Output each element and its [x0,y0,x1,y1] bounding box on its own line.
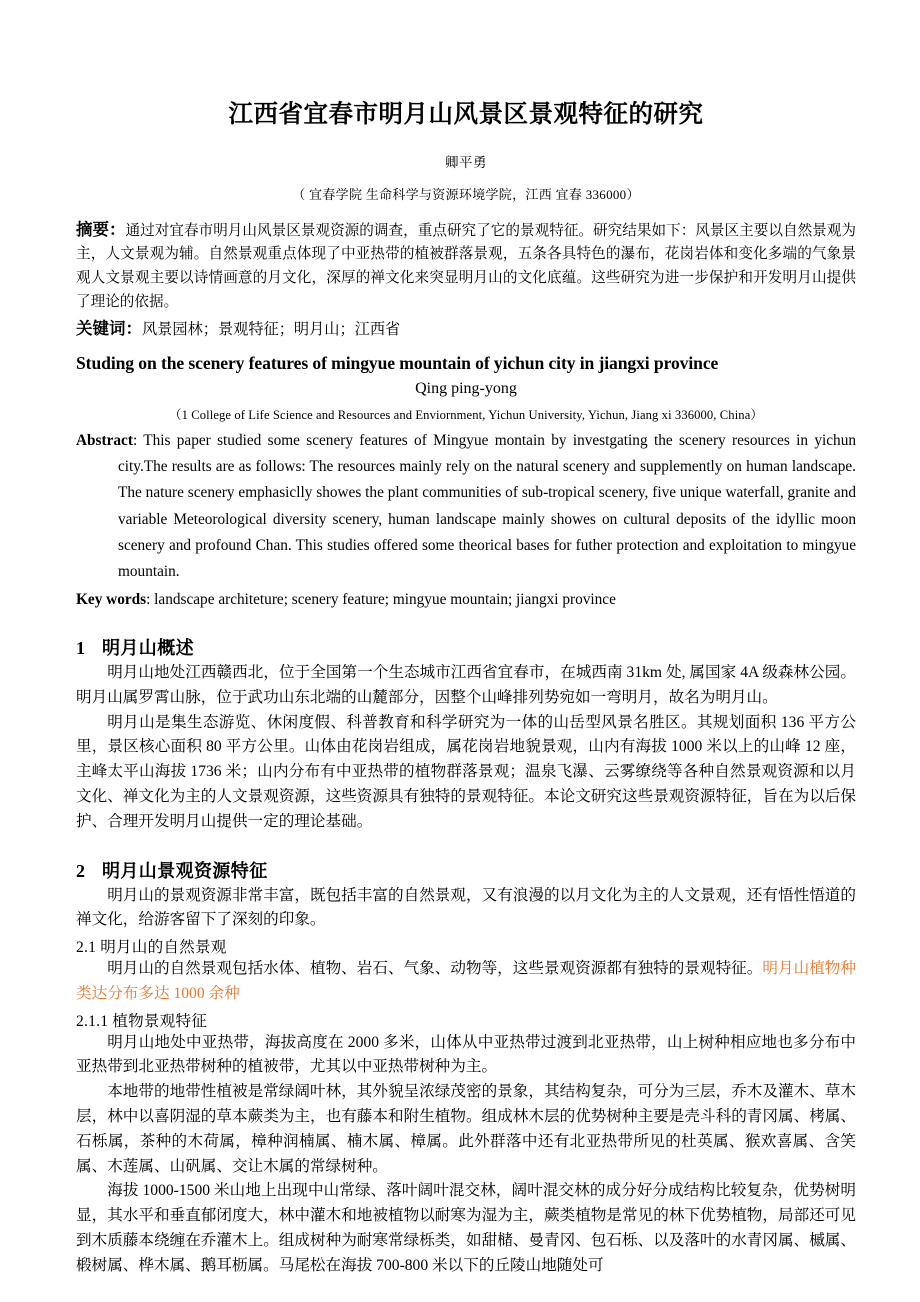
abstract-english [76,428,856,586]
subsection-number-2-1: 2.1 [76,939,97,957]
keywords-chinese [76,317,856,342]
paragraph: 本地带的地带性植被是常绿阔叶林，其外貌呈浓绿茂密的景象，其结构复杂，可分为三层，乔木及灌木、草木层，林中以喜阴湿的草本蕨类为主，也有藤本和附生植物。组成林木层的优势树种主要是壳斗科的青冈属、栲属、石栎属，茶种的木荷属，樟种润楠属、楠木属、樟属。此外群落中还有北亚热带所见的杜英属、猴欢喜属、含笑属、木莲属、山矾属、交让木属的常绿树种。 [76,1083,856,1175]
keywords-english-text: : landscape architeture; scenery feature; mingyue mountain; jiangxi province [146,590,616,608]
paragraph: 明月山是集生态游览、休闲度假、科普教育和科学研究为一体的山岳型风景名胜区。其规划面积 136 平方公里，景区核心面积 80 平方公里。山体由花岗岩组成，属花岗岩地貌景观，山内有海拔 1000 米以上的山峰 12 座，主峰太平山海拔 1736 米；山内分布有中亚热带的植物群落景观；温泉飞瀑、云雾缭绕等各种自然景观资源和以月文化、禅文化为主的人文景观资源，这些资源具有独特的景观特征。本论文研究这些景观资源特征，旨在为以后保护、合理开发明月山提供一定的理论基础。 [76,713,856,830]
subsection-title-2-1: 明月山的自然景观 [100,939,227,957]
subsection-heading-2-1-1 [76,1009,856,1031]
abstract-english-text: : This paper studied some scenery features of Mingyue montain by investgating the scenery resources in yichun city.The results are as follows: The resources mainly rely on the natural scenery and supplemently on human landscape. The nature scenery emphasiclly showes the plant communities of sub-tropical scenery, five unique waterfall, granite and variable Meteorological diversity scenery, human landscape mainly showes on cultural deposits of the idyllic moon scenery and profound Chan. This studies offered some theorical bases for futher protection and exploitation to mingyue mountain. [118,431,856,581]
page-title-english: Studing on the scenery features of mingyue mountain of yichun city in jiangxi province [76,353,719,374]
section-number-1: 1 [76,638,86,659]
section-heading-1 [76,634,856,660]
author-name-chinese: 卿平勇 [445,154,487,170]
abstract-english-label: Abstract [76,431,133,449]
paragraph: 明月山的景观资源非常丰富，既包括丰富的自然景观，又有浪漫的以月文化为主的人文景观，还有悟性悟道的禅文化，给游客留下了深刻的印象。 [76,886,856,929]
keywords-english [76,588,856,612]
paragraph-plain-text: 明月山的自然景观包括水体、植物、岩石、气象、动物等，这些景观资源都有独特的景观特征。 [107,960,763,978]
subsection-title-2-1-1: 植物景观特征 [112,1012,208,1030]
keywords-chinese-label: 关键词： [76,319,142,339]
paragraph: 明月山地处中亚热带，海拔高度在 2000 多米，山体从中亚热带过渡到北亚热带，山上树种相应地也多分布中亚热带到北亚热带树种的植被带，尤其以中亚热带树种为主。 [76,1033,856,1076]
subsection-number-2-1-1: 2.1.1 [76,1012,109,1030]
keywords-english-label: Key words [76,590,147,608]
author-name-english: Qing ping-yong [415,379,517,397]
keywords-chinese-text: 风景园林；景观特征；明月山；江西省 [142,321,401,339]
highlighted-text: 明月山植物种类达分布多达 1000 余种 [76,960,856,1002]
abstract-chinese-text: 通过对宜春市明月山风景区景观资源的调查，重点研究了它的景观特征。研究结果如下：风景区主要以自然景观为主，人文景观为辅。自然景观重点体现了中亚热带的植被群落景观，五条各具特色的瀑布，花岗岩体和变化多端的气象景观人文景观主要以诗情画意的月文化，深厚的禅文化来突显明月山的文化底蕴。这些研究为进一步保护和开发明月山提供了理论的依据。 [76,222,856,310]
section-title-2: 明月山景观资源特征 [102,860,268,881]
paragraph-with-highlight [76,957,856,1007]
abstract-chinese [76,217,856,315]
section-number-2: 2 [76,860,86,881]
abstract-chinese-label: 摘要： [76,219,126,239]
paragraph: 明月山地处江西赣西北，位于全国第一个生态城市江西省宜春市，在城西南 31km 处, 属国家 4A 级森林公园。明月山属罗霄山脉，位于武功山东北端的山麓部分，因整个山峰排列势宛如一弯明月，故名为明月山。 [76,664,856,706]
affiliation-english: （1 College of Life Science and Resources and Enviornment, Yichun University, Yichun, Jiang xi 336000, China） [168,407,764,422]
affiliation-chinese: （ 宜春学院 生命科学与资源环境学院，江西 宜春 336000） [292,186,640,202]
section-title-1: 明月山概述 [102,638,194,659]
page-title: 江西省宜春市明月山风景区景观特征的研究 [228,101,704,128]
subsection-heading-2-1 [76,935,856,957]
paragraph: 海拔 1000-1500 米山地上出现中山常绿、落叶阔叶混交林，阔叶混交林的成分好分成结构比较复杂，优势树明显，其水平和垂直郁闭度大，林中灌木和地被植物以耐寒为湿为主，蕨类植物是常见的林下优势植物，局部还可见到木质藤本绕缠在乔灌木上。组成树种为耐寒常绿栎类，如甜槠、曼青冈、包石栎、以及落叶的水青冈属、槭属、椴树属、桦木属、鹅耳枥属。马尾松在海拔 700-800 米以下的丘陵山地随处可 [76,1182,856,1274]
section-heading-2 [76,857,856,883]
